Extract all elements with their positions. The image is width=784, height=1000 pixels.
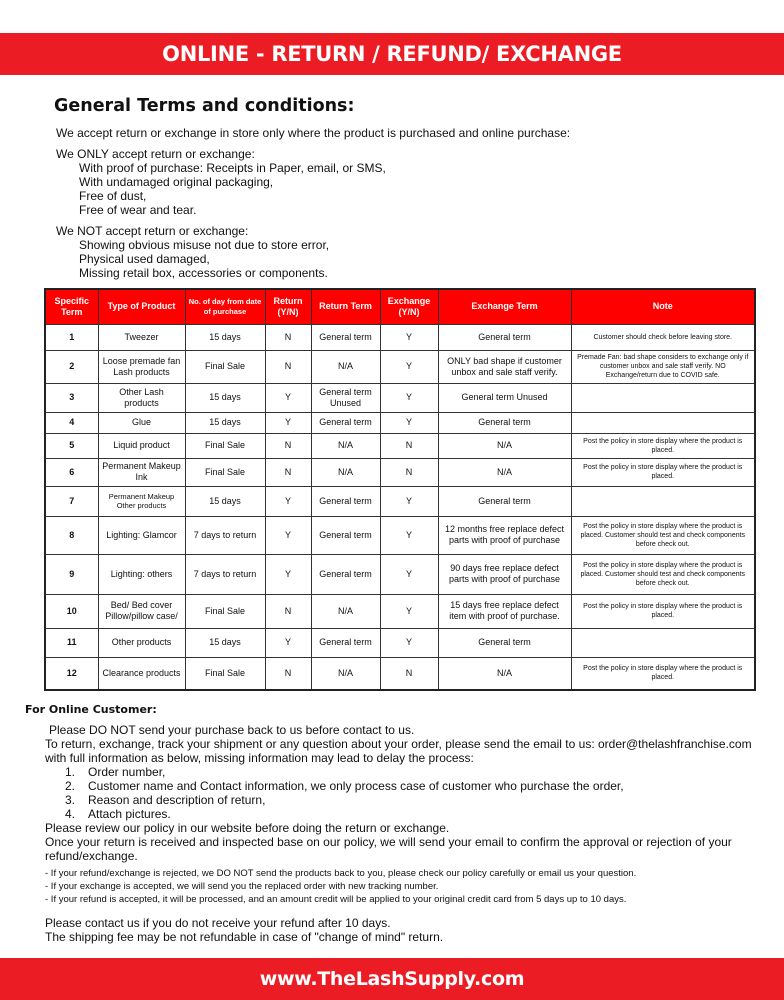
not-accept-heading: We NOT accept return or exchange: [56,224,249,238]
return-policy-table [44,288,756,691]
table-row [45,516,755,554]
cell-return-term: N/A [311,433,380,458]
table-row [45,383,755,412]
not-accept-item: Missing retail box, accessories or components. [79,266,328,280]
cell-exchange: Y [380,412,438,433]
cell-exchange: Y [380,324,438,350]
footer-banner [0,958,784,1000]
cell-product: Other Lash products [98,383,185,412]
cell-note: Post the policy in store display where the product is placed. Customer should test and check components before check out. [571,554,755,594]
cell-days: 15 days [185,412,265,433]
cell-days: Final Sale [185,350,265,383]
cell-note: Post the policy in store display where the product is placed. [571,657,755,690]
cell-return-term: General term Unused [311,383,380,412]
col-header: Exchange (Y/N) [380,289,438,324]
online-line: with full information as below, missing information may lead to delay the process: [45,751,474,765]
cell-exchange: N [380,433,438,458]
cell-days: 7 days to return [185,516,265,554]
cell-return-term: General term [311,554,380,594]
general-terms-heading: General Terms and conditions: [54,96,355,116]
col-header: Exchange Term [438,289,571,324]
outcome-notes [45,867,775,906]
cell-note: Post the policy in store display where the product is placed. [571,594,755,628]
cell-return: N [265,594,311,628]
cell-exchange-term: 90 days free replace defect parts with proof of purchase [438,554,571,594]
online-line: Once your return is received and inspected base on our policy, we will send your email to confirm the approval or rejection of your [45,835,732,849]
cell-days: Final Sale [185,594,265,628]
cell-exchange-term: 12 months free replace defect parts with proof of purchase [438,516,571,554]
cell-days: Final Sale [185,433,265,458]
only-accept-item: Free of dust, [79,189,147,203]
not-accept-item: Physical used damaged, [79,252,210,266]
cell-exchange: Y [380,594,438,628]
cell-days: Final Sale [185,458,265,486]
cell-return: Y [265,516,311,554]
cell-term: 3 [45,383,98,412]
cell-term: 6 [45,458,98,486]
cell-exchange-term: N/A [438,433,571,458]
cell-exchange-term: N/A [438,657,571,690]
cell-exchange: Y [380,628,438,657]
only-accept-item: Free of wear and tear. [79,203,197,217]
online-customer-heading: For Online Customer: [25,703,157,716]
only-accept-heading: We ONLY accept return or exchange: [56,147,255,161]
cell-exchange: Y [380,486,438,516]
cell-exchange: Y [380,554,438,594]
cell-note: Premade Fan: bad shape considers to exchange only if customer unbox and sale staff verify. NO Exchange/return due to COVID safe. [571,350,755,383]
cell-return: N [265,433,311,458]
cell-term: 10 [45,594,98,628]
cell-days: 15 days [185,486,265,516]
cell-product: Clearance products [98,657,185,690]
cell-return: N [265,324,311,350]
cell-note [571,486,755,516]
table-row [45,594,755,628]
list-item: 3. Reason and description of return, [65,793,266,807]
cell-note [571,628,755,657]
cell-return-term: General term [311,412,380,433]
table-row [45,433,755,458]
online-customer-body [45,723,775,944]
cell-product: Liquid product [98,433,185,458]
col-header: Specific Term [45,289,98,324]
cell-note: Post the policy in store display where the product is placed. [571,433,755,458]
cell-return-term: General term [311,324,380,350]
cell-product: Lighting: others [98,554,185,594]
table-row [45,657,755,690]
cell-term: 2 [45,350,98,383]
cell-return-term: N/A [311,350,380,383]
cell-note: Post the policy in store display where the product is placed. [571,458,755,486]
col-header: Return (Y/N) [265,289,311,324]
cell-term: 11 [45,628,98,657]
table-row [45,554,755,594]
table-row [45,412,755,433]
cell-return: Y [265,383,311,412]
online-line: To return, exchange, track your shipment or any question about your order, please send the email to us: order@thelashfranchise.com [45,737,752,751]
cell-days: 15 days [185,628,265,657]
cell-exchange-term: General term Unused [438,383,571,412]
list-item: 1. Order number, [65,765,166,779]
cell-exchange-term: General term [438,324,571,350]
cell-term: 7 [45,486,98,516]
cell-product: Glue [98,412,185,433]
table-row [45,486,755,516]
only-accept-item: With proof of purchase: Receipts in Paper, email, or SMS, [79,161,386,175]
table-row [45,628,755,657]
online-line: Please DO NOT send your purchase back to us before contact to us. [49,723,415,737]
required-info-list [45,765,775,821]
list-item: 4. Attach pictures. [65,807,171,821]
only-accept-item: With undamaged original packaging, [79,175,274,189]
cell-return-term: General term [311,628,380,657]
cell-term: 12 [45,657,98,690]
cell-return: Y [265,628,311,657]
col-header: Note [571,289,755,324]
online-line: Please contact us if you do not receive your refund after 10 days. [45,916,391,930]
cell-return-term: N/A [311,657,380,690]
cell-days: 7 days to return [185,554,265,594]
general-intro: We accept return or exchange in store only where the product is purchased and online purchase: [56,126,571,140]
not-accept-item: Showing obvious misuse not due to store error, [79,238,330,252]
table-row [45,458,755,486]
cell-exchange: Y [380,516,438,554]
online-line: The shipping fee may be not refundable in case of "change of mind" return. [45,930,444,944]
cell-product: Other products [98,628,185,657]
cell-product: Tweezer [98,324,185,350]
cell-exchange-term: General term [438,486,571,516]
cell-product: Permanent Makeup Ink [98,458,185,486]
cell-term: 5 [45,433,98,458]
cell-exchange-term: ONLY bad shape if customer unbox and sale staff verify. [438,350,571,383]
cell-term: 4 [45,412,98,433]
cell-return: N [265,657,311,690]
outcome-note: - If your refund/exchange is rejected, we DO NOT send the products back to you, please check our policy carefully or email us your question. [45,868,637,879]
cell-days: 15 days [185,324,265,350]
cell-term: 9 [45,554,98,594]
cell-return-term: N/A [311,594,380,628]
cell-days: 15 days [185,383,265,412]
cell-exchange: Y [380,350,438,383]
cell-exchange: N [380,657,438,690]
cell-term: 1 [45,324,98,350]
col-header: Type of Product [98,289,185,324]
footer-website: www.TheLashSupply.com [259,968,525,990]
outcome-note: - If your refund is accepted, it will be processed, and an amount credit will be applied to your original credit card from 5 days up to 10 days. [45,894,627,905]
cell-note: Customer should check before leaving store. [571,324,755,350]
col-header: No. of day from date of purchase [185,289,265,324]
cell-return-term: N/A [311,458,380,486]
cell-return-term: General term [311,486,380,516]
cell-days: Final Sale [185,657,265,690]
cell-product: Bed/ Bed cover Pillow/pillow case/ [98,594,185,628]
list-item: 2. Customer name and Contact information, we only process case of customer who purchase the order, [65,779,624,793]
page-title: ONLINE - RETURN / REFUND/ EXCHANGE [162,42,622,66]
cell-note [571,383,755,412]
outcome-note: - If your exchange is accepted, we will send you the replaced order with new tracking number. [45,881,439,892]
general-terms-body [56,126,756,280]
table-row [45,324,755,350]
cell-product: Permanent Makeup Other products [98,486,185,516]
cell-return: N [265,350,311,383]
cell-exchange-term: 15 days free replace defect item with proof of purchase. [438,594,571,628]
cell-term: 8 [45,516,98,554]
cell-return: Y [265,412,311,433]
cell-note: Post the policy in store display where the product is placed. Customer should test and check components before check out. [571,516,755,554]
cell-exchange: N [380,458,438,486]
table-row [45,350,755,383]
cell-return-term: General term [311,516,380,554]
table-header-row [45,289,755,324]
cell-return: Y [265,486,311,516]
cell-exchange-term: N/A [438,458,571,486]
online-line: Please review our policy in our website before doing the return or exchange. [45,821,450,835]
cell-return: N [265,458,311,486]
cell-product: Lighting: Glamcor [98,516,185,554]
col-header: Return Term [311,289,380,324]
cell-exchange: Y [380,383,438,412]
cell-exchange-term: General term [438,628,571,657]
page-title-banner [0,33,784,75]
cell-return: Y [265,554,311,594]
cell-product: Loose premade fan Lash products [98,350,185,383]
online-line: refund/exchange. [45,849,138,863]
cell-note [571,412,755,433]
cell-exchange-term: General term [438,412,571,433]
